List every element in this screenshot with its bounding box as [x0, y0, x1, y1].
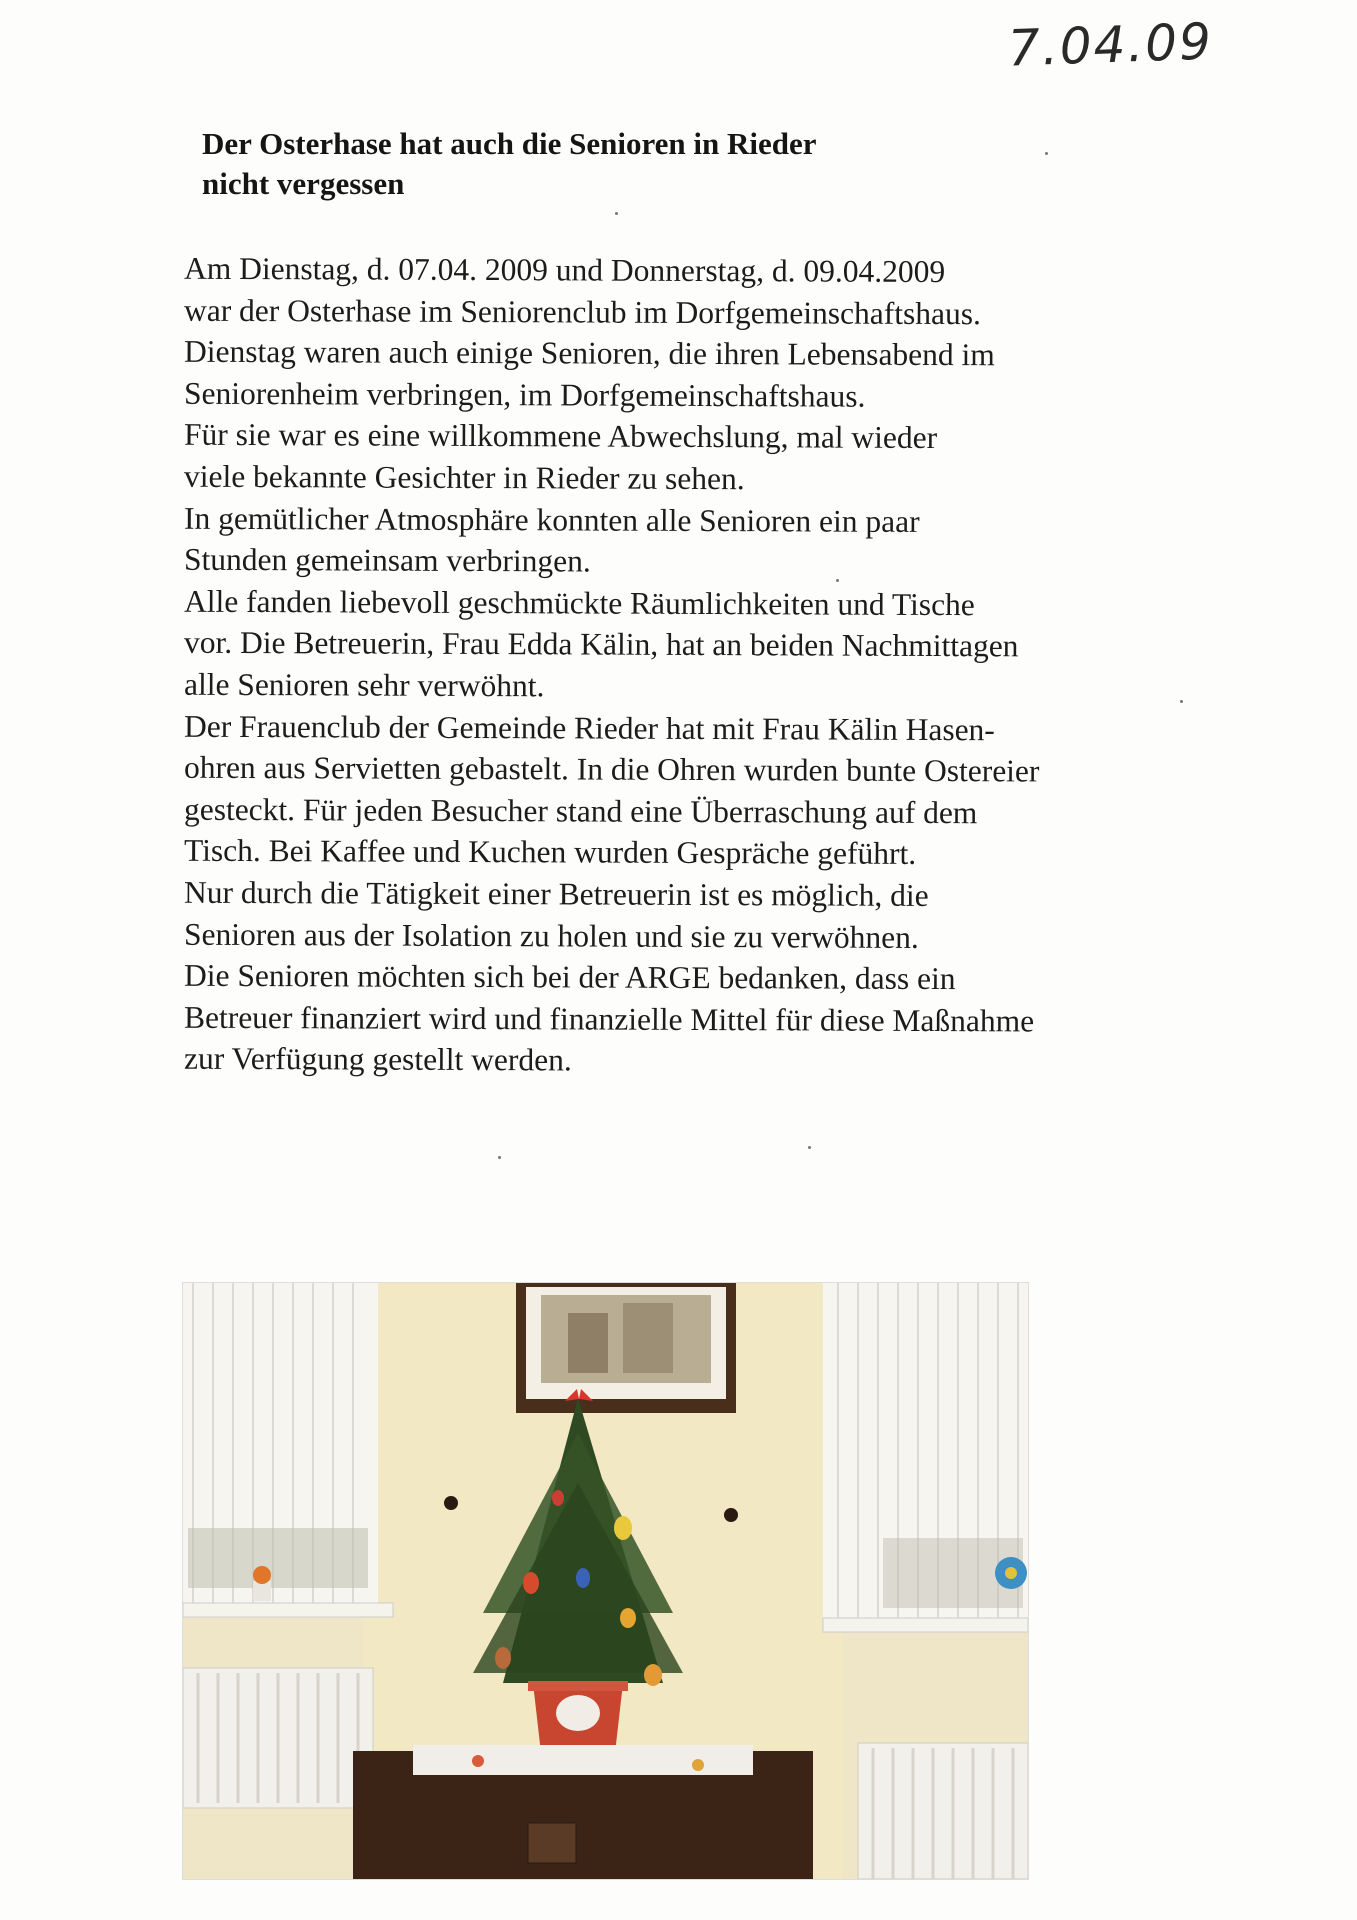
photo-illustration [183, 1283, 1028, 1879]
runner-pattern [692, 1759, 704, 1771]
window-decoration-center [1005, 1567, 1017, 1579]
wall-knob [444, 1496, 458, 1510]
scan-speck [808, 1146, 811, 1149]
article-line: Seniorenheim verbringen, im Dorfgemeinschaftshaus. [183, 375, 866, 414]
flower-pot-rim [528, 1681, 628, 1691]
basket [528, 1823, 576, 1863]
easter-egg [644, 1664, 662, 1686]
right-radiator [858, 1743, 1028, 1879]
easter-egg [614, 1516, 632, 1540]
article-line: Dienstag waren auch einige Senioren, die ihren Lebensabend im [183, 333, 995, 373]
right-windowsill [823, 1618, 1028, 1632]
article-line: Nur durch die Tätigkeit einer Betreuerin ist es möglich, die [183, 874, 929, 913]
scan-speck [498, 1156, 501, 1159]
article-line: war der Osterhase im Seniorenclub im Dorfgemeinschaftshaus. [183, 292, 981, 331]
article-line: Die Senioren möchten sich bei der ARGE bedanken, dass ein [183, 957, 956, 997]
easter-egg [620, 1608, 636, 1628]
easter-egg [523, 1572, 539, 1594]
picture-building [623, 1303, 673, 1373]
easter-egg [552, 1490, 564, 1506]
left-windowsill [183, 1603, 393, 1617]
article-line: Betreuer finanziert wird und finanzielle Mittel für diese Maßnahme [183, 999, 1035, 1039]
article-line: Für sie war es eine willkommene Abwechslung, mal wieder [183, 417, 938, 456]
article-headline [202, 124, 1002, 204]
scan-speck [836, 579, 839, 582]
article-line: alle Senioren sehr verwöhnt. [183, 666, 545, 704]
article-line: zur Verfügung gestellt werden. [183, 1041, 572, 1078]
runner-pattern [472, 1755, 484, 1767]
article-line: In gemütlicher Atmosphäre konnten alle Senioren ein paar [183, 500, 920, 539]
article-line: Alle fanden liebevoll geschmückte Räumlichkeiten und Tische [183, 583, 975, 622]
scan-speck [1180, 700, 1183, 703]
article-line: Senioren aus der Isolation zu holen und sie zu verwöhnen. [183, 916, 919, 955]
table-runner [413, 1745, 753, 1775]
article-line: gesteckt. Für jeden Besucher stand eine Überraschung auf dem [183, 791, 978, 830]
wall-knob [724, 1508, 738, 1522]
article-line: Stunden gemeinsam verbringen. [183, 541, 591, 579]
article-line: vor. Die Betreuerin, Frau Edda Kälin, hat an beiden Nachmittagen [183, 625, 1019, 664]
headline-line-2: nicht vergessen [202, 166, 405, 201]
picture-building [568, 1313, 608, 1373]
easter-egg [576, 1568, 590, 1588]
article-line: ohren aus Servietten gebastelt. In die Ohren wurden bunte Ostereier [183, 749, 1040, 789]
pot-ribbon [556, 1695, 600, 1731]
article-line: Tisch. Bei Kaffee und Kuchen wurden Gespräche geführt. [183, 833, 917, 872]
article-body [184, 250, 1224, 1082]
handwritten-date: 7.04.09 [1007, 12, 1214, 78]
scan-speck [615, 212, 618, 215]
article-line: Am Dienstag, d. 07.04. 2009 und Donnerstag, d. 09.04.2009 [183, 250, 946, 290]
small-flower [253, 1566, 271, 1584]
left-window-outside [188, 1528, 368, 1588]
photo-easter-tree [182, 1282, 1029, 1880]
scan-speck [1045, 152, 1048, 155]
easter-egg [495, 1647, 511, 1669]
article-line: Der Frauenclub der Gemeinde Rieder hat mit Frau Kälin Hasen- [183, 708, 995, 747]
article-line: viele bekannte Gesichter in Rieder zu sehen. [183, 458, 745, 497]
headline-line-1: Der Osterhase hat auch die Senioren in Rieder [202, 126, 817, 161]
